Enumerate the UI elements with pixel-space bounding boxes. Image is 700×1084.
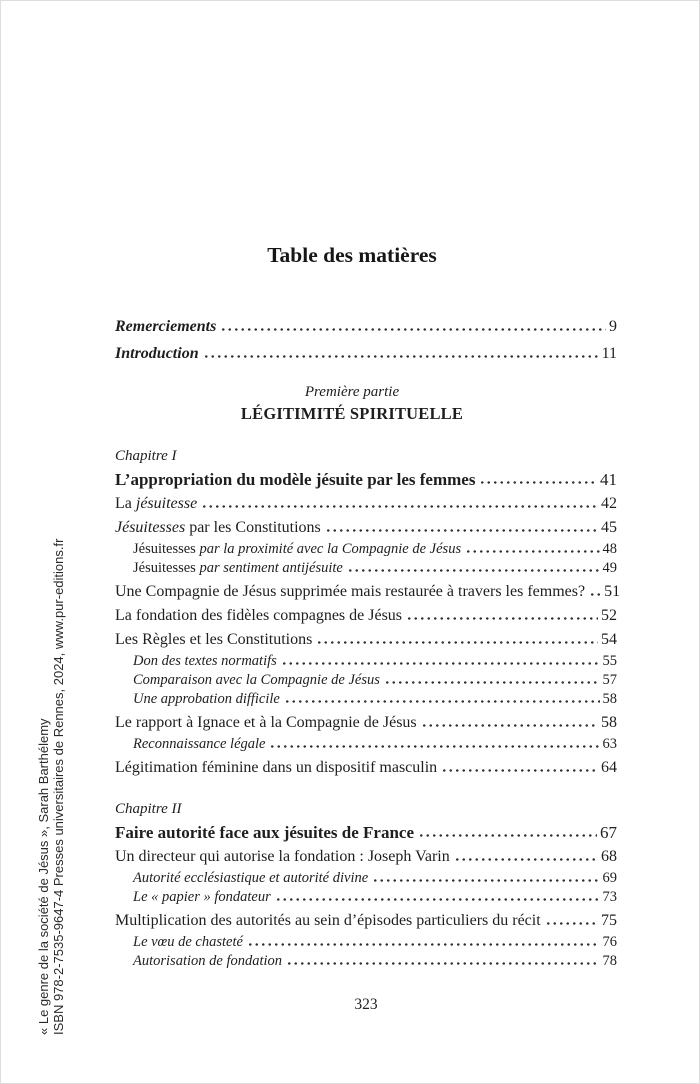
toc-entry: [115, 583, 621, 601]
toc-entry: [115, 631, 617, 649]
toc-entry: [133, 953, 617, 970]
toc-entry-text: Autorité ecclésiastique et autorité divine: [133, 870, 369, 886]
toc-entry-label: [133, 889, 271, 906]
toc-dot-leader: [454, 856, 598, 863]
toc-entry-label: [115, 583, 585, 601]
toc-entry: [115, 519, 617, 537]
folio-page-number: 323: [354, 996, 378, 1013]
toc-entry-text: Une approbation difficile: [133, 691, 280, 707]
toc-entry-text: jésuitesse: [135, 495, 198, 512]
toc-dot-leader: [325, 527, 598, 534]
toc-dot-leader: [201, 503, 598, 510]
toc-entry: [133, 889, 617, 906]
toc-dot-leader: [421, 722, 598, 729]
toc-entry-label: [133, 953, 282, 970]
toc-entry-label: [115, 631, 312, 649]
toc-entry-text: par la proximité avec la Compagnie de Jésus: [199, 541, 462, 557]
toc-content: [115, 0, 621, 1084]
toc-page-number: 41: [600, 470, 617, 489]
toc-entry-text: Jésuitesses: [133, 560, 200, 576]
toc-entry-text: Faire autorité face aux jésuites de France: [115, 823, 414, 842]
toc-page-number: 57: [602, 672, 617, 688]
toc-page-number: 49: [602, 560, 617, 576]
toc-entry-label: [133, 560, 343, 577]
credit-line: « Le genre de la société de Jésus », Sarah Barthélemy: [36, 718, 51, 1035]
toc-entry-text: par les Constitutions: [185, 519, 321, 536]
toc-entry: [133, 934, 617, 951]
toc-dot-leader: [418, 832, 597, 839]
toc-page-number: 42: [601, 495, 617, 512]
part-title: LÉGITIMITÉ SPIRITUELLE: [240, 404, 464, 423]
toc-entry: [133, 736, 617, 753]
toc-page-number: 73: [602, 889, 617, 905]
toc-entry-text: Jésuitesses: [133, 541, 200, 557]
toc-entry-text: Autorisation de fondation: [133, 953, 283, 969]
toc-entry-label: [115, 759, 437, 777]
toc-entry-label: [115, 345, 199, 363]
toc-dot-leader: [286, 960, 599, 967]
toc-entry-label: [133, 653, 277, 670]
toc-page-number: 63: [602, 736, 617, 752]
toc-entry-text: La fondation des fidèles compagnes de Jésus: [115, 607, 403, 624]
chapter-label: Chapitre I: [115, 448, 177, 464]
toc-entry-label: [133, 691, 280, 708]
toc-dot-leader: [316, 639, 598, 646]
toc-entry: [115, 912, 617, 930]
toc-entry-label: [115, 607, 402, 625]
toc-page-number: 48: [602, 541, 617, 557]
toc-entry-text: Reconnaissance légale: [133, 736, 266, 752]
toc-entry: [115, 759, 617, 777]
toc-entry-text: par sentiment antijésuite: [199, 560, 343, 576]
print-credit-sidebar: [36, 539, 66, 1035]
toc-entry-text: Une Compagnie de Jésus supprimée mais restaurée à travers les femmes?: [115, 583, 586, 600]
toc-dot-leader: [545, 920, 598, 927]
toc-entry-text: Le « papier » fondateur: [133, 889, 271, 905]
toc-page-number: 54: [601, 631, 617, 648]
toc-entry: [115, 495, 617, 513]
toc-entry-label: [115, 318, 216, 336]
toc-page-number: 76: [602, 934, 617, 950]
toc-entry-text: Introduction: [115, 345, 199, 362]
toc-entry-text: Don des textes normatifs: [133, 653, 277, 669]
toc-dot-leader: [372, 877, 599, 884]
toc-entry-label: [115, 823, 414, 842]
toc-page-number: 52: [601, 607, 617, 624]
toc-dot-leader: [275, 896, 600, 903]
toc-entry-text: Jésuitesses: [115, 519, 186, 536]
part-heading: [115, 384, 617, 424]
toc-entry: [133, 541, 617, 558]
toc-entry-label: [133, 934, 243, 951]
isbn-line: ISBN 978-2-7535-9647-4 Presses universitaires de Rennes, 2024, www.pur-editions.fr: [51, 538, 66, 1035]
toc-entry: [133, 691, 617, 708]
toc-entry: [133, 672, 617, 689]
toc-page-number: 67: [600, 823, 617, 842]
toc-dot-leader: [247, 941, 600, 948]
toc-entry-text: Le vœu de chasteté: [133, 934, 243, 950]
toc-entry: [115, 345, 617, 363]
toc-entry: [133, 560, 617, 577]
toc-entry-text: La: [115, 495, 136, 512]
toc-entry-label: [133, 736, 265, 753]
toc-dot-leader: [384, 679, 600, 686]
toc-dot-leader: [220, 326, 606, 333]
toc-page-number: 58: [602, 691, 617, 707]
toc-list: [115, 318, 621, 970]
toc-entry-label: [115, 714, 417, 732]
toc-page-number: 75: [601, 912, 617, 929]
toc-entry-text: Un directeur qui autorise la fondation : Joseph Varin: [115, 848, 450, 865]
toc-entry-label: [133, 870, 368, 887]
toc-entry-text: Légitimation féminine dans un dispositif masculin: [115, 759, 438, 776]
toc-page-number: 55: [602, 653, 617, 669]
chapter-label: Chapitre II: [115, 801, 182, 817]
toc-entry-label: [115, 495, 197, 513]
toc-dot-leader: [479, 479, 597, 486]
toc-entry-text: Multiplication des autorités au sein d’épisodes particuliers du récit: [115, 912, 541, 929]
toc-entry-text: Le rapport à Ignace et à la Compagnie de Jésus: [115, 714, 417, 731]
toc-dot-leader: [589, 591, 601, 598]
toc-dot-leader: [284, 698, 600, 705]
toc-dot-leader: [441, 767, 598, 774]
toc-dot-leader: [347, 567, 600, 574]
toc-entry: [133, 653, 617, 670]
toc-entry-label: [115, 470, 475, 489]
toc-entry-text: L’appropriation du modèle jésuite par les femmes: [115, 470, 476, 489]
toc-entry-label: [115, 912, 541, 930]
toc-page-number: 45: [601, 519, 617, 536]
toc-page-number: 51: [604, 583, 621, 600]
toc-page-number: 11: [601, 345, 617, 362]
toc-entry: [115, 470, 617, 489]
toc-entry: [115, 318, 617, 336]
toc-entry: [133, 870, 617, 887]
page-title: Table des matières: [267, 243, 437, 267]
toc-entry-label: [133, 672, 380, 689]
toc-page-number: 58: [601, 714, 617, 731]
toc-entry-text: Les Règles et les Constitutions: [115, 631, 313, 648]
toc-entry-label: [115, 519, 321, 537]
toc-entry: [115, 848, 617, 866]
toc-entry: [115, 607, 617, 625]
toc-dot-leader: [203, 353, 599, 360]
toc-page-number: 68: [601, 848, 617, 865]
toc-dot-leader: [281, 660, 600, 667]
toc-entry-text: Remerciements: [115, 318, 217, 335]
toc-dot-leader: [465, 548, 599, 555]
toc-page-number: 9: [609, 318, 617, 335]
toc-entry: [115, 714, 617, 732]
part-label: Première partie: [304, 384, 400, 400]
toc-page-number: 69: [602, 870, 617, 886]
toc-entry: [115, 823, 617, 842]
toc-entry-label: [115, 848, 450, 866]
toc-dot-leader: [269, 743, 599, 750]
toc-entry-label: [133, 541, 461, 558]
toc-entry-text: Comparaison avec la Compagnie de Jésus: [133, 672, 380, 688]
toc-page-number: 64: [601, 759, 617, 776]
toc-page-number: 78: [602, 953, 617, 969]
toc-dot-leader: [406, 615, 598, 622]
